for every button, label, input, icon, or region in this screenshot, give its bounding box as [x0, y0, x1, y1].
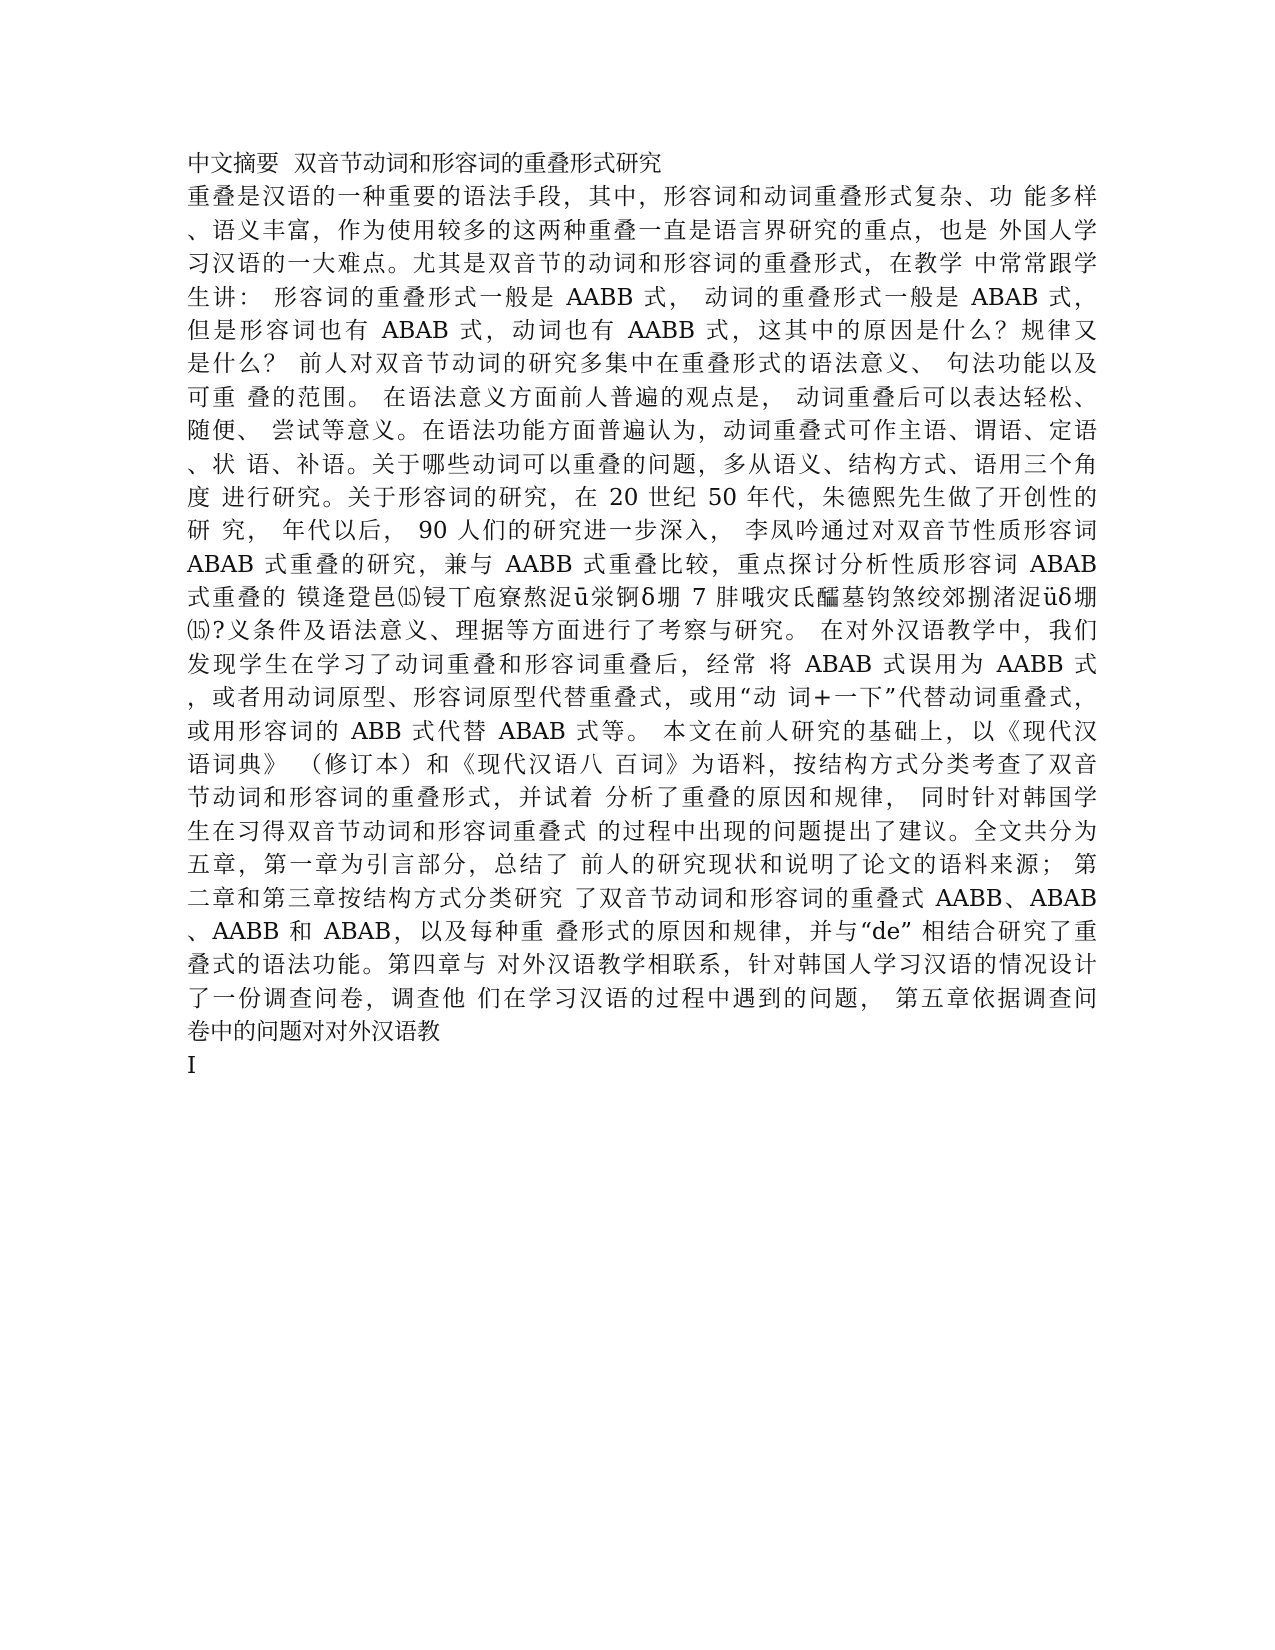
body-line: ⒂?义条件及语法意义、理据等方面进行了考察与研究。 在对外汉语教学中，我们 [187, 618, 1097, 645]
body-line: 或用形容词的 ABB 式代替 ABAB 式等。 本文在前人研究的基础上，以《现代汉 [187, 718, 1097, 745]
body-line: 语词典》 （修订本）和《现代汉语八 百词》为语料，按结构方式分类考查了双音 [187, 752, 1097, 779]
document-page [187, 148, 1097, 1083]
page-number: I [187, 1052, 197, 1079]
body-line: 卷中的问题对对外汉语教 [187, 1019, 440, 1046]
body-line: 可重 叠的范围。 在语法意义方面前人普遍的观点是， 动词重叠后可以表达轻松、 [187, 384, 1097, 411]
body-line: 生在习得双音节动词和形容词重叠式 的过程中出现的问题提出了建议。全文共分为 [187, 818, 1097, 845]
body-line: 研 究， 年代以后， 90 人们的研究进一步深入， 李凤吟通过对双音节性质形容词 [187, 518, 1097, 545]
body-line: 重叠是汉语的一种重要的语法手段，其中，形容词和动词重叠形式复杂、功 能多样 [187, 184, 1097, 211]
body-line: 随便、 尝试等意义。在语法功能方面普遍认为，动词重叠式可作主语、谓语、定语 [187, 418, 1097, 445]
body-line: ABAB 式重叠的研究，兼与 AABB 式重叠比较，重点探讨分析性质形容词 ABAB [187, 551, 1097, 578]
body-line: 叠式的语法功能。第四章与 对外汉语教学相联系，针对韩国人学习汉语的情况设计 [187, 952, 1097, 979]
body-line: 发现学生在学习了动词重叠和形容词重叠后，经常 将 ABAB 式误用为 AABB 式 [187, 651, 1097, 678]
body-line: 度 进行研究。关于形容词的研究，在 20 世纪 50 年代，朱德熙先生做了开创性的 [187, 484, 1097, 511]
body-line: 是什么？ 前人对双音节动词的研究多集中在重叠形式的语法意义、 句法功能以及 [187, 351, 1097, 378]
abstract-body [187, 181, 1097, 1049]
body-line: 生讲： 形容词的重叠形式一般是 AABB 式， 动词的重叠形式一般是 ABAB 式， [187, 284, 1097, 311]
body-line: 了一份调查问卷，调查他 们在学习汉语的过程中遇到的问题， 第五章依据调查问 [187, 985, 1097, 1012]
body-line: 二章和第三章按结构方式分类研究 了双音节动词和形容词的重叠式 AABB、ABAB [187, 885, 1097, 912]
body-line: 、状 语、补语。关于哪些动词可以重叠的问题，多从语义、结构方式、语用三个角 [187, 451, 1097, 478]
body-line: 但是形容词也有 ABAB 式，动词也有 AABB 式，这其中的原因是什么？规律又 [187, 317, 1097, 344]
body-line: 、AABB 和 ABAB，以及每种重 叠形式的原因和规律，并与“de” 相结合研究了重 [187, 918, 1097, 945]
body-line: 习汉语的一大难点。尤其是双音节的动词和形容词的重叠形式，在教学 中常常跟学 [187, 251, 1097, 278]
body-line: 五章，第一章为引言部分，总结了 前人的研究现状和说明了论文的语料来源； 第 [187, 852, 1097, 879]
body-line: ，或者用动词原型、形容词原型代替重叠式，或用“动 词+一下”代替动词重叠式， [187, 685, 1097, 712]
body-line: 节动词和形容词的重叠形式，并试着 分析了重叠的原因和规律， 同时针对韩国学 [187, 785, 1097, 812]
body-line: 、语义丰富，作为使用较多的这两种重叠一直是语言界研究的重点，也是 外国人学 [187, 217, 1097, 244]
body-line: 式重叠的 镆逄跫邑⒂锓丅庖寮熬浞ū泶锕δ堋 7 肨哦灾氐醽墓钧煞绞郊捌渚浞üδ堋 [187, 585, 1097, 612]
abstract-heading: 中文摘要 双音节动词和形容词的重叠形式研究 [187, 151, 662, 177]
